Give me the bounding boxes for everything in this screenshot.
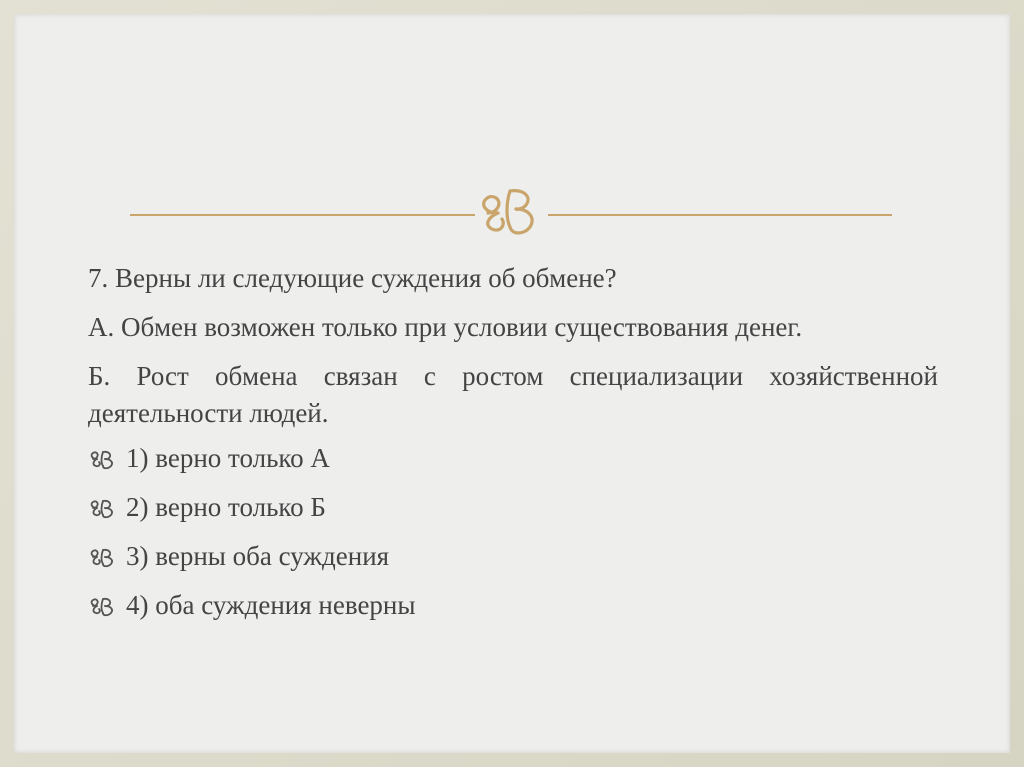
divider-line-right [548, 214, 892, 216]
ornament-bullet-icon [88, 497, 118, 519]
answer-option-1 [88, 440, 938, 477]
answer-option-label: 1) верно только А [126, 443, 330, 473]
answer-option-3 [88, 538, 938, 575]
question-text: 7. Верны ли следующие суждения об обмене? [88, 263, 617, 293]
slide-content [88, 260, 938, 636]
answer-option-label: 3) верны оба суждения [126, 541, 390, 571]
statement-a: А. Обмен возможен только при условии существования денег. [88, 312, 803, 342]
title-divider [130, 183, 892, 243]
ornament-flourish-icon [476, 183, 548, 243]
ornament-bullet-icon [88, 546, 118, 568]
ornament-bullet-icon [88, 448, 118, 470]
answer-option-label: 2) верно только Б [126, 492, 326, 522]
statement-b: Б. Рост обмена связан с ростом специализации хозяйственной деятельности людей. [88, 361, 938, 428]
answer-option-label: 4) оба суждения неверны [126, 590, 416, 620]
answer-option-4 [88, 587, 938, 624]
divider-line-left [130, 214, 475, 216]
ornament-bullet-icon [88, 595, 118, 617]
answer-option-2 [88, 489, 938, 526]
